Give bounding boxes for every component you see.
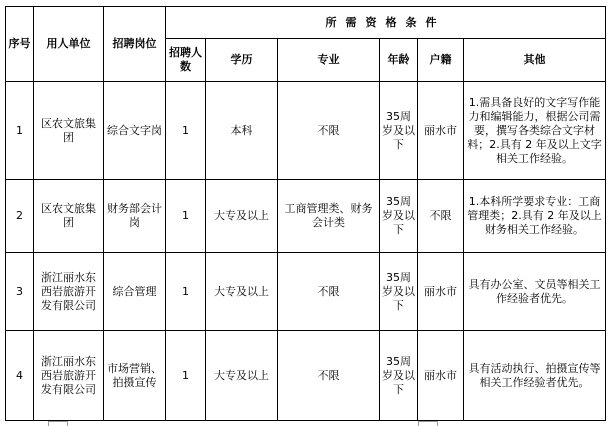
cell-seq: 1 bbox=[6, 82, 34, 180]
cell-unit: 浙江丽水东西岩旅游开发有限公司 bbox=[34, 253, 104, 331]
cell-major: 工商管理类、财务会计类 bbox=[278, 180, 380, 253]
header-requirements: 所需资格条件 bbox=[166, 7, 606, 39]
page-edge-mark bbox=[48, 421, 68, 426]
cell-age: 35周岁及以下 bbox=[380, 331, 418, 421]
header-seq: 序号 bbox=[6, 7, 34, 82]
cell-major: 不限 bbox=[278, 82, 380, 180]
cell-major: 不限 bbox=[278, 253, 380, 331]
header-education: 学历 bbox=[206, 39, 278, 82]
cell-unit: 浙江丽水东西岩旅游开发有限公司 bbox=[34, 331, 104, 421]
cell-age: 35周岁及以下 bbox=[380, 82, 418, 180]
cell-education: 本科 bbox=[206, 82, 278, 180]
cell-hukou: 丽水市 bbox=[418, 331, 464, 421]
cell-education: 大专及以上 bbox=[206, 253, 278, 331]
header-other: 其他 bbox=[464, 39, 606, 82]
cell-position: 综合文字岗 bbox=[104, 82, 166, 180]
cell-unit: 区农文旅集团 bbox=[34, 180, 104, 253]
cell-seq: 3 bbox=[6, 253, 34, 331]
page-edge-mark bbox=[418, 421, 438, 426]
cell-seq: 2 bbox=[6, 180, 34, 253]
header-row-1 bbox=[6, 7, 606, 39]
table-row bbox=[6, 180, 606, 253]
cell-seq: 4 bbox=[6, 331, 34, 421]
header-hukou: 户籍 bbox=[418, 39, 464, 82]
cell-count: 1 bbox=[166, 82, 206, 180]
cell-age: 35周岁及以下 bbox=[380, 180, 418, 253]
cell-other: 具有办公室、文员等相关工作经验者优先。 bbox=[464, 253, 606, 331]
cell-education: 大专及以上 bbox=[206, 180, 278, 253]
cell-position: 综合管理 bbox=[104, 253, 166, 331]
cell-count: 1 bbox=[166, 180, 206, 253]
header-age: 年龄 bbox=[380, 39, 418, 82]
table-row bbox=[6, 331, 606, 421]
cell-education: 大专及以上 bbox=[206, 331, 278, 421]
cell-other: 1.本科所学要求专业：工商管理类；2.具有 2 年及以上财务相关工作经验。 bbox=[464, 180, 606, 253]
recruitment-table bbox=[5, 6, 606, 421]
table-row bbox=[6, 253, 606, 331]
cell-hukou: 丽水市 bbox=[418, 82, 464, 180]
header-count: 招聘人数 bbox=[166, 39, 206, 82]
header-major: 专业 bbox=[278, 39, 380, 82]
table-row bbox=[6, 82, 606, 180]
cell-position: 财务部会计岗 bbox=[104, 180, 166, 253]
header-unit: 用人单位 bbox=[34, 7, 104, 82]
header-position: 招聘岗位 bbox=[104, 7, 166, 82]
cell-count: 1 bbox=[166, 253, 206, 331]
cell-hukou: 不限 bbox=[418, 180, 464, 253]
cell-unit: 区农文旅集团 bbox=[34, 82, 104, 180]
cell-other: 1.需具备良好的文字写作能力和编辑能力，根据公司需要，撰写各类综合文字材料；2.具有 2 年及以上文字相关工作经验。 bbox=[464, 82, 606, 180]
cell-other: 具有活动执行、拍摄宣传等相关工作经验者优先。 bbox=[464, 331, 606, 421]
cell-major: 不限 bbox=[278, 331, 380, 421]
cell-count: 1 bbox=[166, 331, 206, 421]
cell-hukou: 丽水市 bbox=[418, 253, 464, 331]
cell-position: 市场营销、拍摄宣传 bbox=[104, 331, 166, 421]
cell-age: 35周岁及以下 bbox=[380, 253, 418, 331]
